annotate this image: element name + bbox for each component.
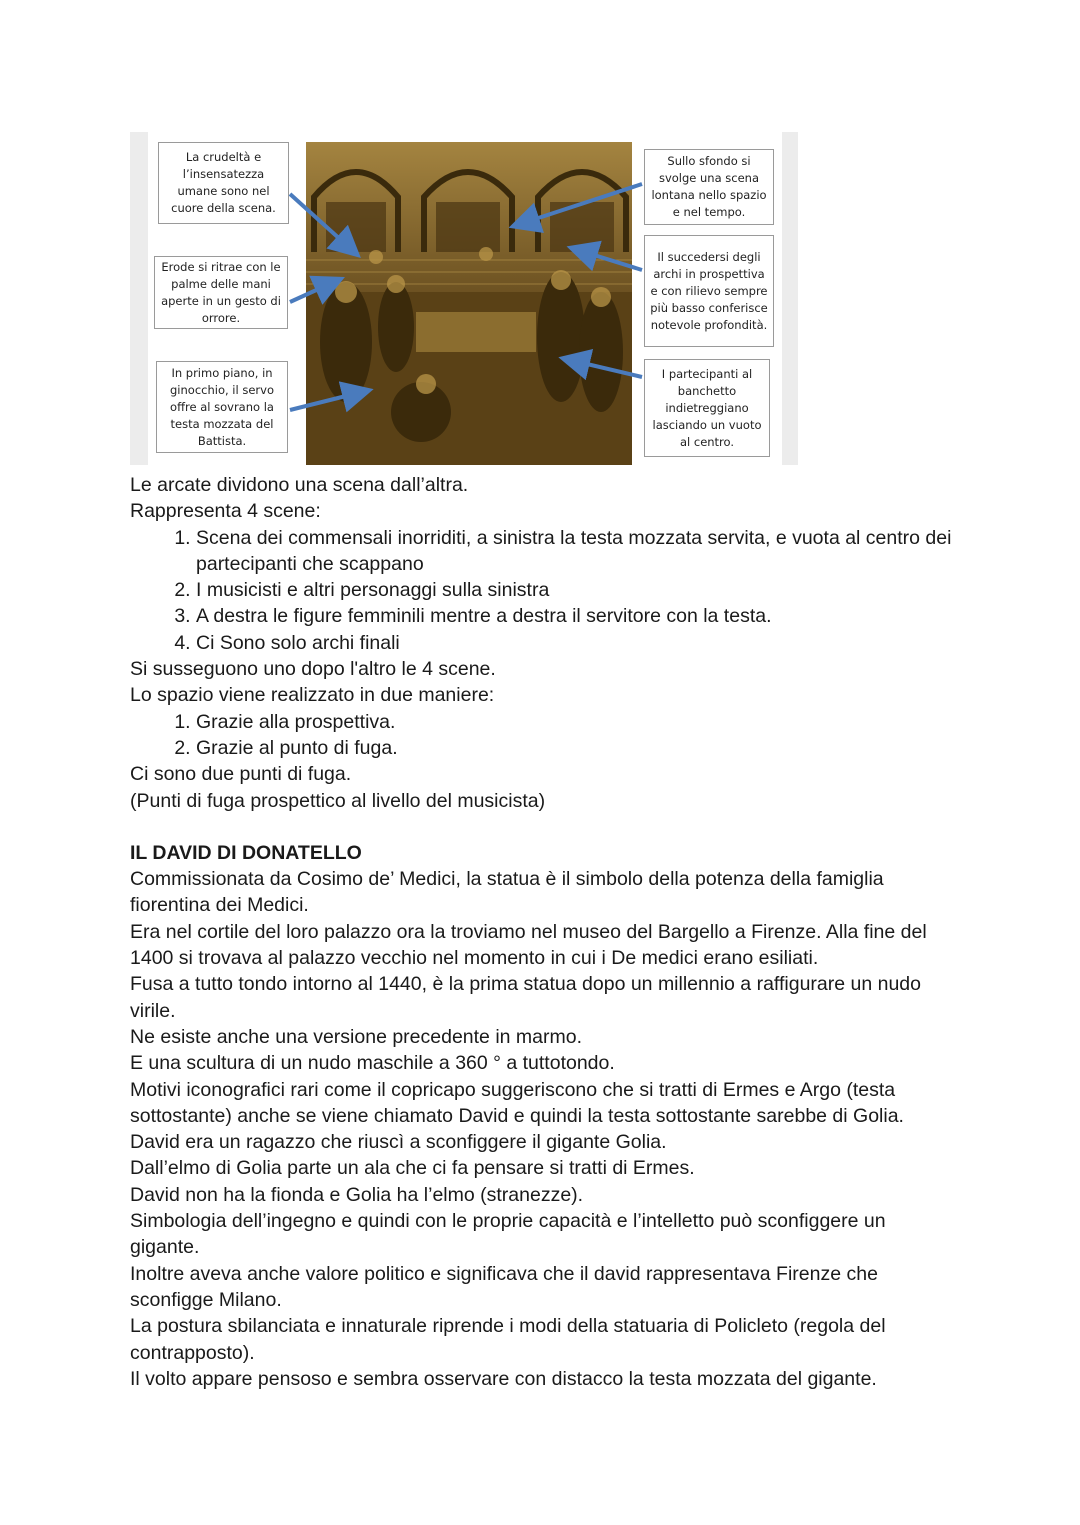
paragraph: Lo spazio viene realizzato in due maniere:: [130, 684, 495, 707]
list-item: 2. Grazie al punto di fuga.: [196, 735, 960, 761]
paragraph: Inoltre aveva anche valore politico e significava che il david rappresentava Firenze che sconfigge Milano.: [130, 1262, 878, 1311]
note-right-1: Sullo sfondo si svolge una scena lontana nello spazio e nel tempo.: [644, 149, 774, 225]
paragraph: David non ha la fionda e Golia ha l’elmo (stranezze).: [130, 1183, 584, 1206]
paragraph: Ne esiste anche una versione precedente in marmo.: [130, 1025, 583, 1048]
paragraph: Rappresenta 4 scene:: [130, 500, 321, 523]
paragraph: Si susseguono uno dopo l'altro le 4 scene.: [130, 658, 496, 681]
paragraph: Simbologia dell’ingegno e quindi con le proprie capacità e l’intelletto può sconfiggere un gigante.: [130, 1210, 886, 1259]
paragraph: La postura sbilanciata e innaturale riprende i modi della statuaria di Policleto (regola del contrapposto).: [130, 1315, 886, 1364]
paragraph: Fusa a tutto tondo intorno al 1440, è la prima statua dopo un millennio a raffigurare un nudo virile.: [130, 973, 921, 1022]
paragraph: E una scultura di un nudo maschile a 360 ° a tuttotondo.: [130, 1052, 615, 1075]
list-item: 2. I musicisti e altri personaggi sulla sinistra: [196, 577, 960, 603]
ways-list: [130, 709, 960, 762]
paragraph: Dall’elmo di Golia parte un ala che ci fa pensare si tratti di Ermes.: [130, 1157, 695, 1180]
list-item: 3. A destra le figure femminili mentre a destra il servitore con la testa.: [196, 603, 960, 629]
paragraph: Commissionata da Cosimo de’ Medici, la statua è il simbolo della potenza della famiglia fiorentina dei Medici.: [130, 868, 884, 917]
note-right-3: I partecipanti al banchetto indietreggiano lasciando un vuoto al centro.: [644, 359, 770, 457]
paragraph: Era nel cortile del loro palazzo ora la troviamo nel museo del Bargello a Firenze. Alla fine del 1400 si trovava al palazzo vecchio nel momento in cui i De medici erano esiliati.: [130, 920, 927, 970]
annotated-figure: [130, 132, 800, 467]
section-heading: IL DAVID DI DONATELLO: [130, 841, 362, 864]
list-item: 4. Ci Sono solo archi finali: [196, 630, 960, 656]
paragraph: Motivi iconografici rari come il copricapo suggeriscono che si tratti di Ermes e Argo (testa sottostante) anche se viene chiamato David e quindi la testa sottostante sarebbe di Golia.: [130, 1078, 904, 1127]
list-item: 1. Scena dei commensali inorriditi, a sinistra la testa mozzata servita, e vuota al centro dei partecipanti che scappano: [196, 525, 960, 578]
paragraph: Ci sono due punti di fuga.: [130, 763, 352, 786]
note-left-1: La crudeltà e l’insensatezza umane sono nel cuore della scena.: [158, 142, 289, 224]
paragraph: Il volto appare pensoso e sembra osservare con distacco la testa mozzata del gigante.: [130, 1367, 877, 1390]
document-body: [130, 472, 960, 1392]
paragraph: David era un ragazzo che riuscì a sconfiggere il gigante Golia.: [130, 1131, 667, 1154]
paragraph: Le arcate dividono una scena dall’altra.: [130, 474, 469, 496]
note-left-3: In primo piano, in ginocchio, il servo offre al sovrano la testa mozzata del Battista.: [156, 361, 288, 453]
note-right-2: Il succedersi degli archi in prospettiva e con rilievo sempre più basso conferisce notevole profondità.: [644, 235, 774, 347]
list-item: 1. Grazie alla prospettiva.: [196, 709, 960, 735]
note-left-2: Erode si ritrae con le palme delle mani aperte in un gesto di orrore.: [154, 256, 288, 329]
paragraph: (Punti di fuga prospettico al livello del musicista): [130, 789, 546, 812]
scenes-list: [130, 525, 960, 656]
